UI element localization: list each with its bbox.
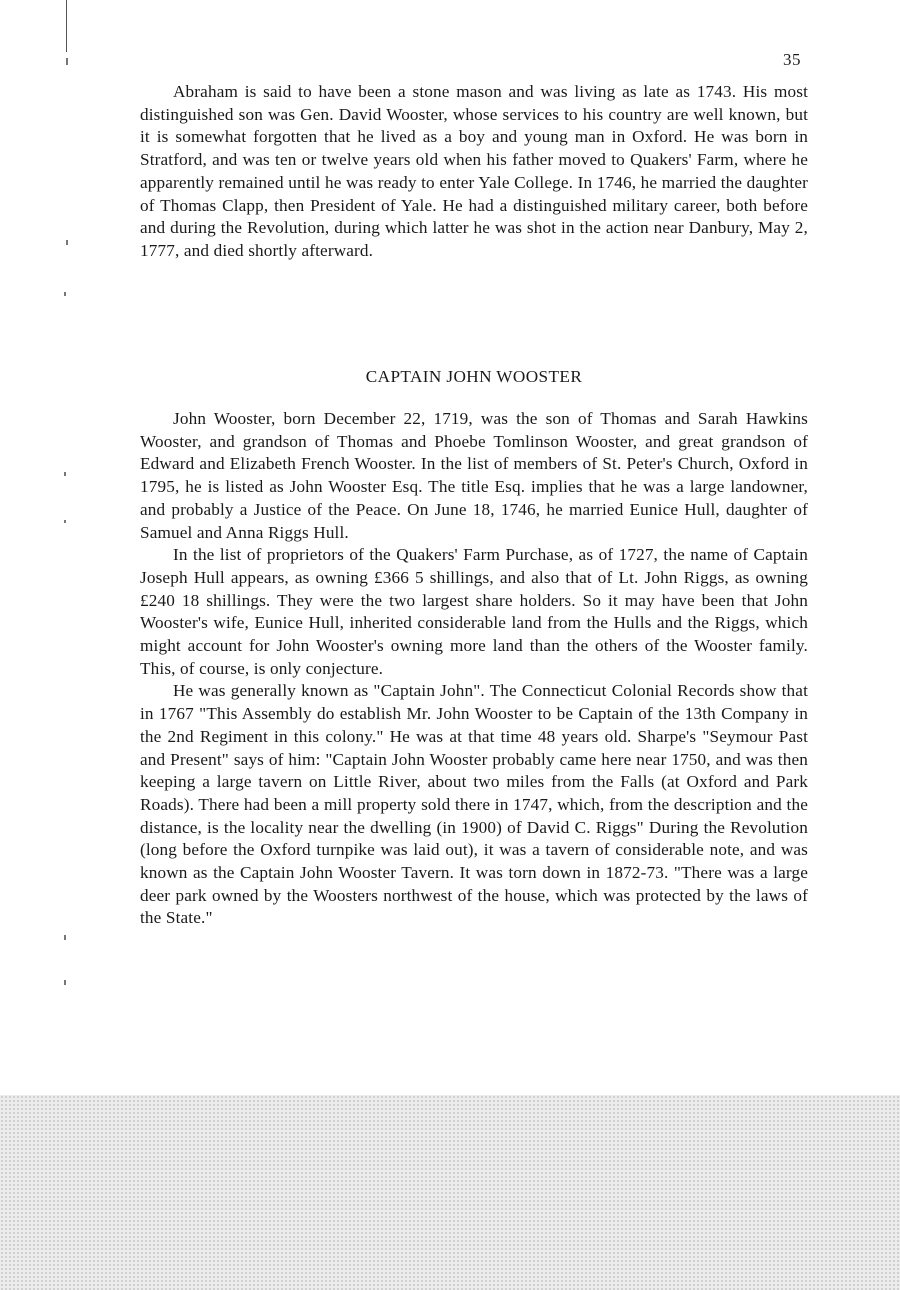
- page-number: 35: [783, 50, 801, 69]
- body-paragraph-1: John Wooster, born December 22, 1719, was the son of Thomas and Sarah Hawkins Wooster, and grandson of Thomas and Phoebe Tomlinson Wooster, and great grandson of Edward and Elizabeth French Wooster. In the list of members of St. Peter's Church, Oxford in 1795, he is listed as John Wooster Esq. The title Esq. implies that he was a large landowner, and probably a Justice of the Peace. On June 18, 1746, he married Eunice Hull, daughter of Samuel and Anna Riggs Hull.: [140, 409, 808, 542]
- intro-paragraph-block: [140, 81, 808, 263]
- intro-paragraph: Abraham is said to have been a stone mason and was living as late as 1743. His most distinguished son was Gen. David Wooster, whose services to his country are well known, but it is somewhat forgotten that he lived as a boy and young man in Oxford. He was born in Stratford, and was ten or twelve years old when his father moved to Quakers' Farm, where he apparently remained until he was ready to enter Yale College. In 1746, he married the daughter of Thomas Clapp, then President of Yale. He had a distinguished military career, both before and during the Revolution, during which latter he was shot in the action near Danbury, May 2, 1777, and died shortly afterward.: [140, 82, 808, 260]
- scan-bottom-bar: [0, 1095, 900, 1290]
- body-paragraph-2: In the list of proprietors of the Quakers' Farm Purchase, as of 1727, the name of Captain Joseph Hull appears, as owning £366 5 shillings, and also that of Lt. John Riggs, as owning £240 18 shillings. They were the two largest share holders. So it may have been that John Wooster's wife, Eunice Hull, inherited considerable land from the Hulls and the Riggs, which might account for John Wooster's owning more land than the others of the Wooster family. This, of course, is only conjecture.: [140, 545, 808, 678]
- body-paragraph-3: He was generally known as "Captain John". The Connecticut Colonial Records show that in 1767 "This Assembly do establish Mr. John Wooster to be Captain of the 13th Company in the 2nd Regiment in this colony." He was at that time 48 years old. Sharpe's "Seymour Past and Present" says of him: "Captain John Wooster probably came here near 1750, and was then keeping a large tavern on Little River, about two miles from the Falls (at Oxford and Park Roads). There had been a mill property sold there in 1747, which, from the description and the distance, is the locality near the dwelling (in 1900) of David C. Riggs" During the Revolution (long before the Oxford turnpike was laid out), it was a tavern of considerable note, and was known as the Captain John Wooster Tavern. It was torn down in 1872-73. "There was a large deer park owned by the Woosters northwest of the house, which was protected by the laws of the State.": [140, 681, 808, 928]
- scan-edge-mark: [64, 292, 66, 296]
- scan-edge-mark: [66, 0, 67, 52]
- scan-edge-mark: [64, 472, 66, 476]
- scan-edge-mark: [66, 58, 68, 65]
- section-heading: CAPTAIN JOHN WOOSTER: [365, 367, 583, 386]
- section-body: [140, 408, 808, 930]
- scan-edge-mark: [64, 935, 66, 940]
- scan-edge-mark: [66, 240, 68, 245]
- scan-edge-mark: [64, 520, 66, 523]
- scan-edge-mark: [64, 980, 66, 985]
